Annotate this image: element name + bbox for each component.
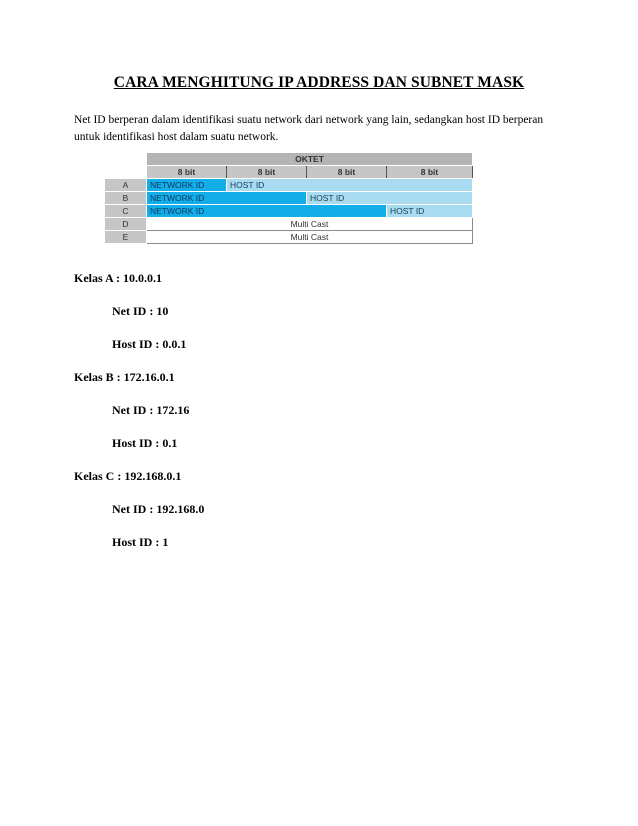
class-label: A	[105, 179, 147, 192]
host-id-cell: HOST ID	[227, 179, 473, 192]
table-row	[105, 231, 473, 244]
ip-class-figure	[104, 152, 472, 248]
bit-header: 8 bit	[147, 166, 227, 179]
class-label: B	[105, 192, 147, 205]
oktet-header: OKTET	[147, 153, 473, 166]
class-b-net-id: Net ID : 172.16	[112, 403, 190, 417]
host-id-cell: HOST ID	[387, 205, 473, 218]
class-c-heading: Kelas C : 192.168.0.1	[74, 469, 182, 483]
multicast-cell: Multi Cast	[147, 218, 473, 231]
bit-header: 8 bit	[227, 166, 307, 179]
multicast-cell: Multi Cast	[147, 231, 473, 244]
page-title: CARA MENGHITUNG IP ADDRESS DAN SUBNET MASK	[113, 74, 525, 91]
class-b-host-id: Host ID : 0.1	[112, 436, 178, 450]
ip-class-table	[104, 152, 473, 244]
class-a-net-id: Net ID : 10	[112, 304, 169, 318]
table-row	[105, 218, 473, 231]
class-examples	[74, 270, 204, 567]
table-row	[105, 205, 473, 218]
bit-header: 8 bit	[387, 166, 473, 179]
class-label: D	[105, 218, 147, 231]
intro-paragraph: Net ID berperan dalam identifikasi suatu network dari network yang lain, sedangkan host ID berperan untuk identifikasi host dalam suatu network.	[74, 114, 544, 143]
class-c-net-id: Net ID : 192.168.0	[112, 502, 205, 516]
network-id-cell: NETWORK ID	[147, 205, 387, 218]
class-a-heading: Kelas A : 10.0.0.1	[74, 271, 163, 285]
class-a-host-id: Host ID : 0.0.1	[112, 337, 187, 351]
table-row	[105, 192, 473, 205]
class-label: C	[105, 205, 147, 218]
class-c-host-id: Host ID : 1	[112, 535, 169, 549]
bit-header: 8 bit	[307, 166, 387, 179]
class-b-heading: Kelas B : 172.16.0.1	[74, 370, 175, 384]
table-row	[105, 179, 473, 192]
network-id-cell: NETWORK ID	[147, 192, 307, 205]
host-id-cell: HOST ID	[307, 192, 473, 205]
network-id-cell: NETWORK ID	[147, 179, 227, 192]
class-label: E	[105, 231, 147, 244]
